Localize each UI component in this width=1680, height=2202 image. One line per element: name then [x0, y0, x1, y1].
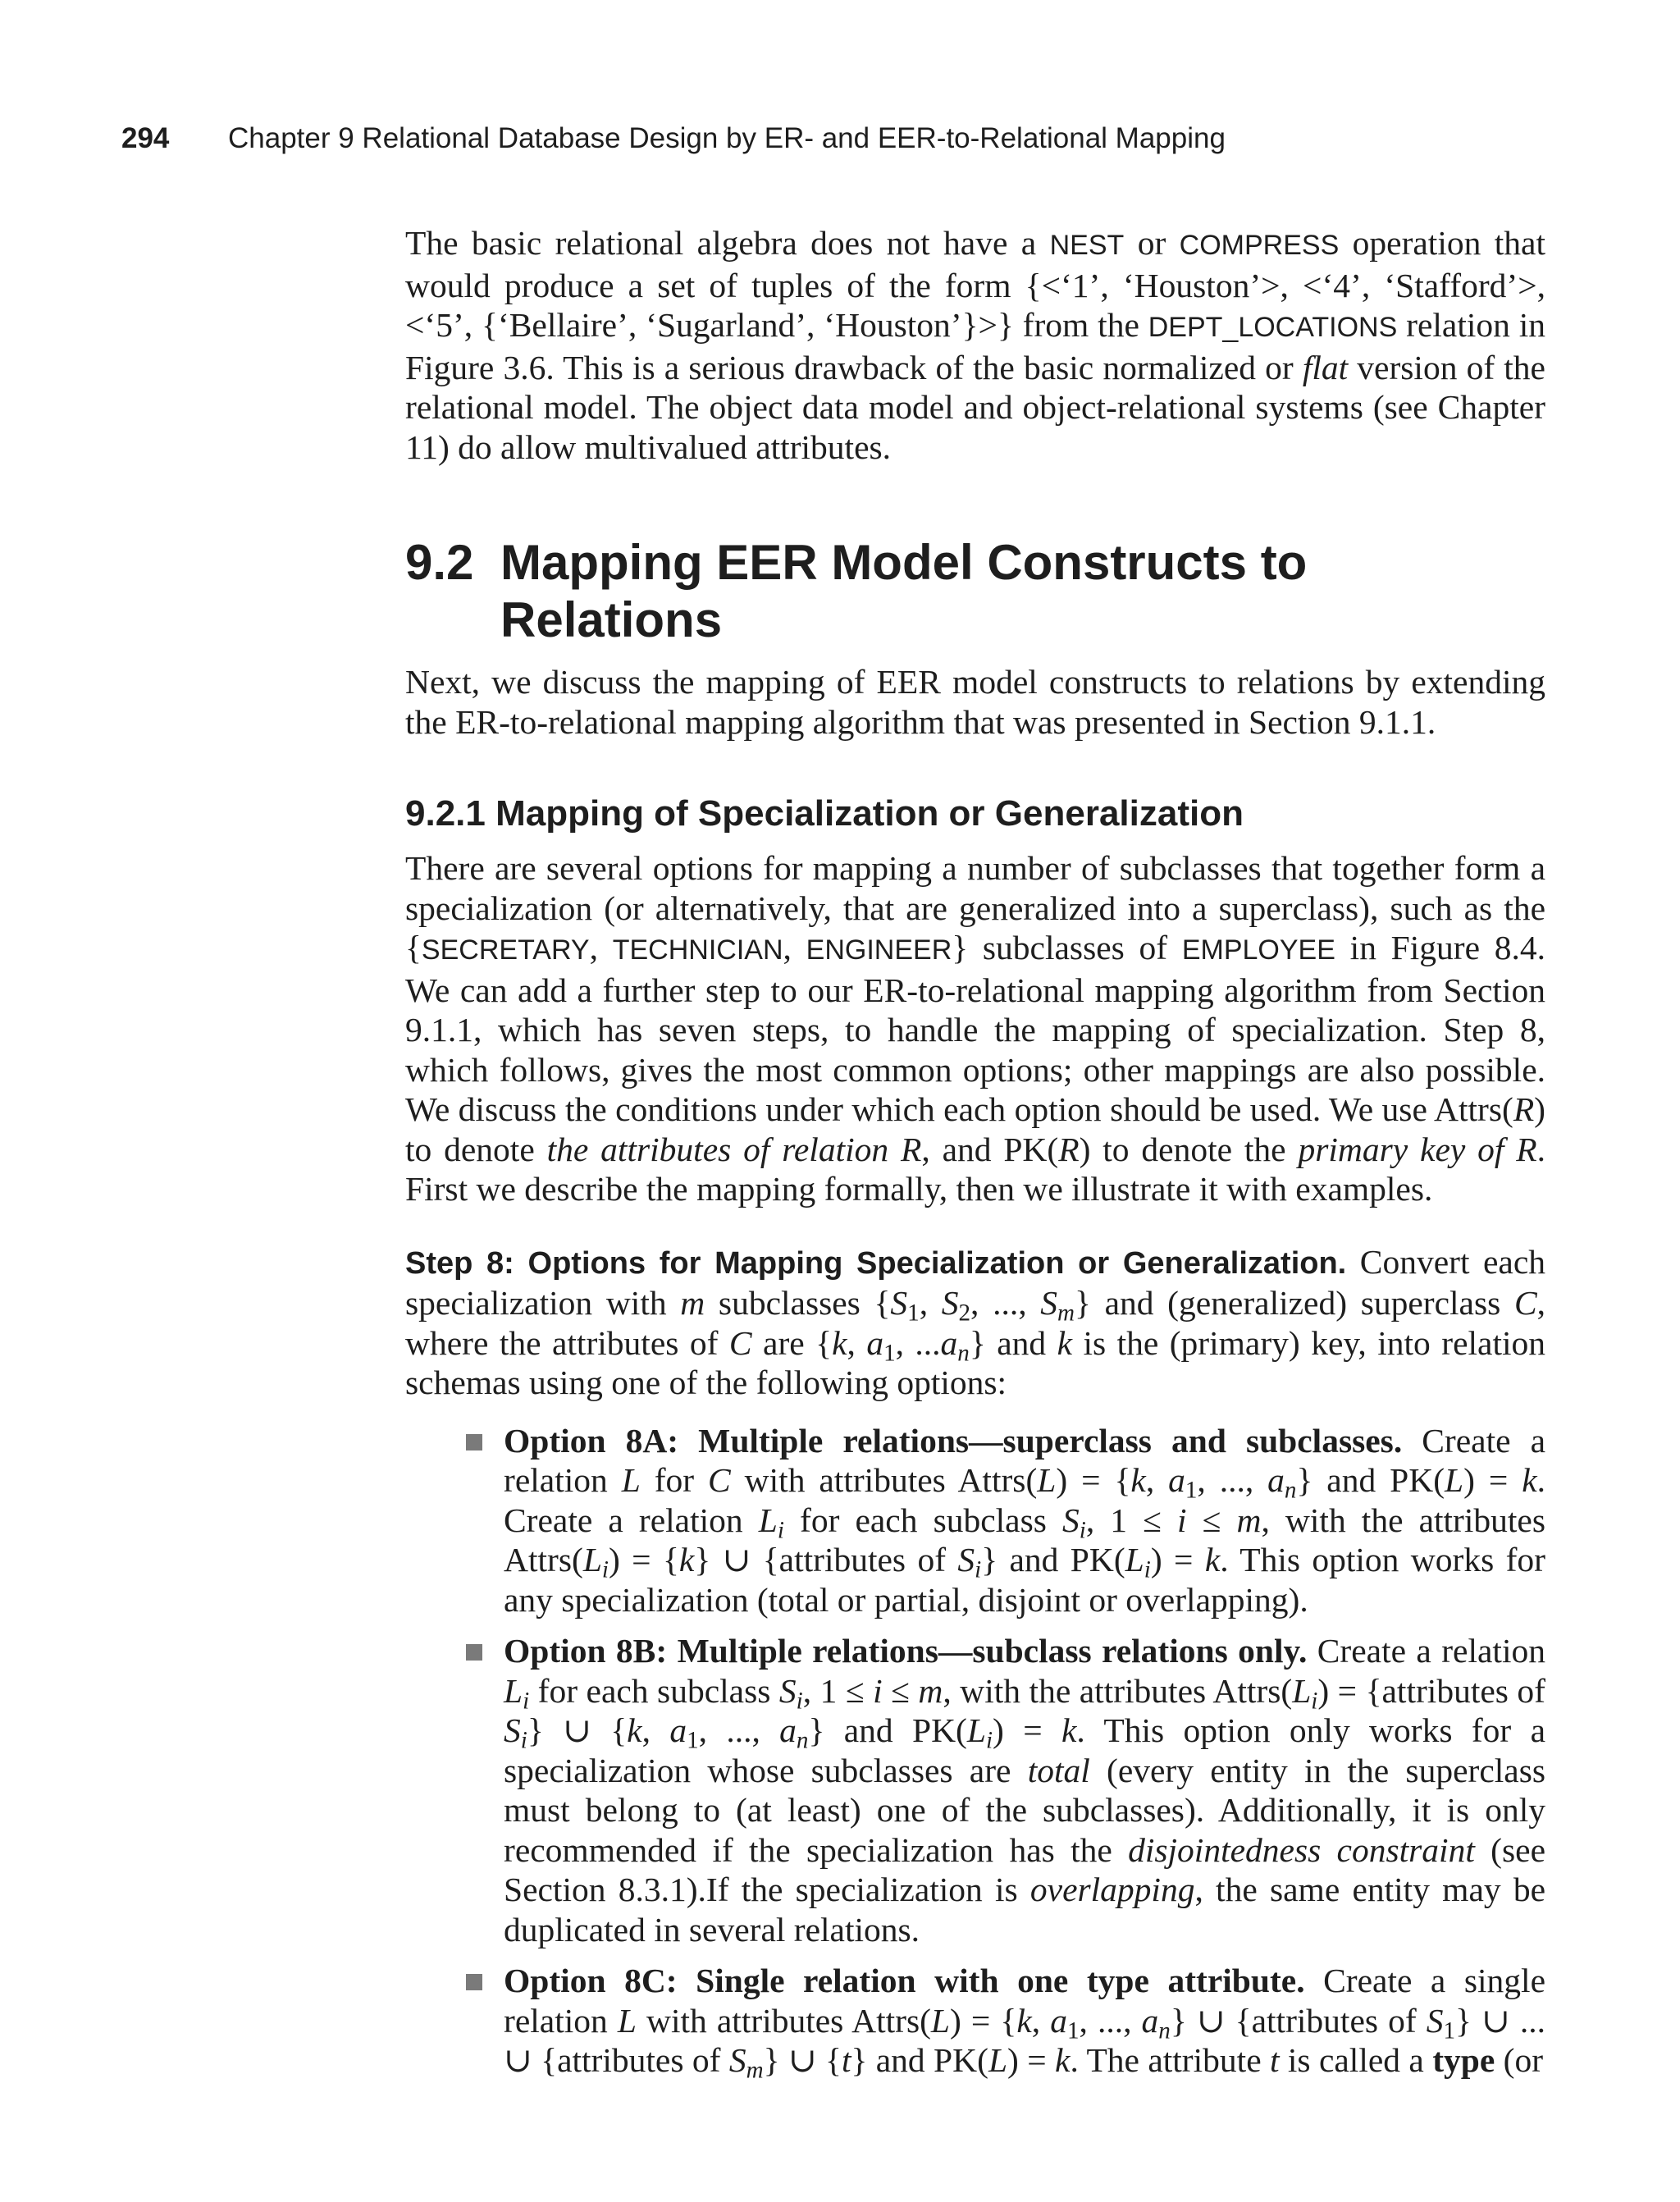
option-title: Option 8A: Multiple relations—superclass and subclasses.: [504, 1421, 1403, 1460]
step8-heading: Step 8: Options for Mapping Specialization or Generalization.: [405, 1245, 1347, 1281]
square-bullet-icon: [466, 1974, 482, 1990]
dept-locations-relation: DEPT_LOCATIONS: [1148, 312, 1398, 343]
option-body: Create a relation $L_i$ for each subclass $S_i$, 1 ≤ i ≤ m, with the attributes $Attrs(L_i)$ = {attributes of $S_i$} ∪ {k, $a_1$, ..., $a_n$} and $PK(L_i) = k$. This option only works for a specialization whose subclasses are total (every entity in the superclass must belong to (at least) one of the subclasses). Additionally, it is only recommended if the specialization has the disjointedness constraint (see Section 8.3.1).If the specialization is overlapping, the same entity may be duplicated in several relations.: [504, 1632, 1546, 1948]
section-number: 9.2: [405, 535, 474, 590]
flat-term: flat: [1302, 348, 1349, 386]
nest-op: NEST: [1049, 230, 1125, 261]
text-column: [405, 223, 1546, 2084]
option-body: Create a relation L for C with attributes Attrs(L) = {k, $a_1$, ..., $a_n$} and PK(L) = k. Create a relation $L_i$ for each subclass $S_i$, 1 ≤ i ≤ m, with the attributes $Attrs(L_i) = \{k\}$ ∪ {attributes of $S_i$} and $PK(L_i) = k$. This option works for any specialization (total or partial, disjoint or overlapping).: [504, 1421, 1545, 1619]
section-title: Mapping EER Model Constructs to Relations: [500, 535, 1308, 647]
compress-op: COMPRESS: [1179, 230, 1340, 261]
step8-body: Convert each specialization with m subclasses {$S_1$, $S_2$, ..., $S_m$} and (generalized) superclass C, where the attributes of C are {k, $a_1$, $...a_n$} and k is the (primary) key, into relation schemas using one of the following options:: [405, 1242, 1545, 1401]
option-8b: [405, 1631, 1545, 1949]
option-8a: [405, 1421, 1545, 1620]
option-title: Option 8B: Multiple relations—subclass relations only.: [504, 1632, 1308, 1670]
square-bullet-icon: [466, 1644, 482, 1661]
option-8c: [405, 1961, 1546, 2084]
section-intro-paragraph: Next, we discuss the mapping of EER model constructs to relations by extending the ER-to-relational mapping algorithm that was presented in Section 9.1.1.: [405, 663, 1545, 741]
subsection-paragraph: There are several options for mapping a number of subclasses that together form a specialization (or alternatively, that are generalized into a superclass), such as the {SECRETARY, TECHNICIAN, ENGINEER} subclasses of EMPLOYEE in Figure 8.4. We can add a further step to our ER-to-relational mapping algorithm from Section 9.1.1, which has seven steps, to handle the mapping of specialization. Step 8, which follows, gives the most common options; other mappings are also possible. We discuss the conditions under which each option should be used. We use Attrs(R) to denote the attributes of relation R, and PK(R) to denote the primary key of R. First we describe the mapping formally, then we illustrate it with examples.: [405, 849, 1546, 1208]
page-number: 294: [121, 122, 170, 154]
option-body: Create a single relation L with attributes Attrs(L) = {k, $a_1$, ..., $a_n$} ∪ {attributes of $S_1$} ∪ ... ∪ {attributes of $S_m$} ∪ {t} and PK(L) = k. The attribute t is called a type (or: [504, 1962, 1546, 2084]
step8-paragraph: [405, 1242, 1545, 1403]
running-head: Chapter 9 Relational Database Design by ER- and EER-to-Relational Mapping: [228, 122, 1226, 154]
page-header: [121, 118, 1549, 159]
options-list: [405, 1421, 1546, 2084]
square-bullet-icon: [466, 1434, 482, 1450]
option-title: Option 8C: Single relation with one type attribute.: [504, 1962, 1305, 1999]
intro-paragraph: The basic relational algebra does not have a NEST or COMPRESS operation that would produce a set of tuples of the form {<‘1’, ‘Houston’>, <‘4’, ‘Stafford’>, <‘5’, {‘Bellaire’, ‘Sugarland’, ‘Houston’}>} from the DEPT_LOCATIONS relation in Figure 3.6. This is a serious drawback of the basic normalized or flat version of the relational model. The object data model and object-relational systems (see Chapter 11) do allow multivalued attributes.: [405, 224, 1546, 466]
subsection-heading: 9.2.1 Mapping of Specialization or Generalization: [405, 793, 1244, 834]
section-heading: [405, 534, 1545, 649]
